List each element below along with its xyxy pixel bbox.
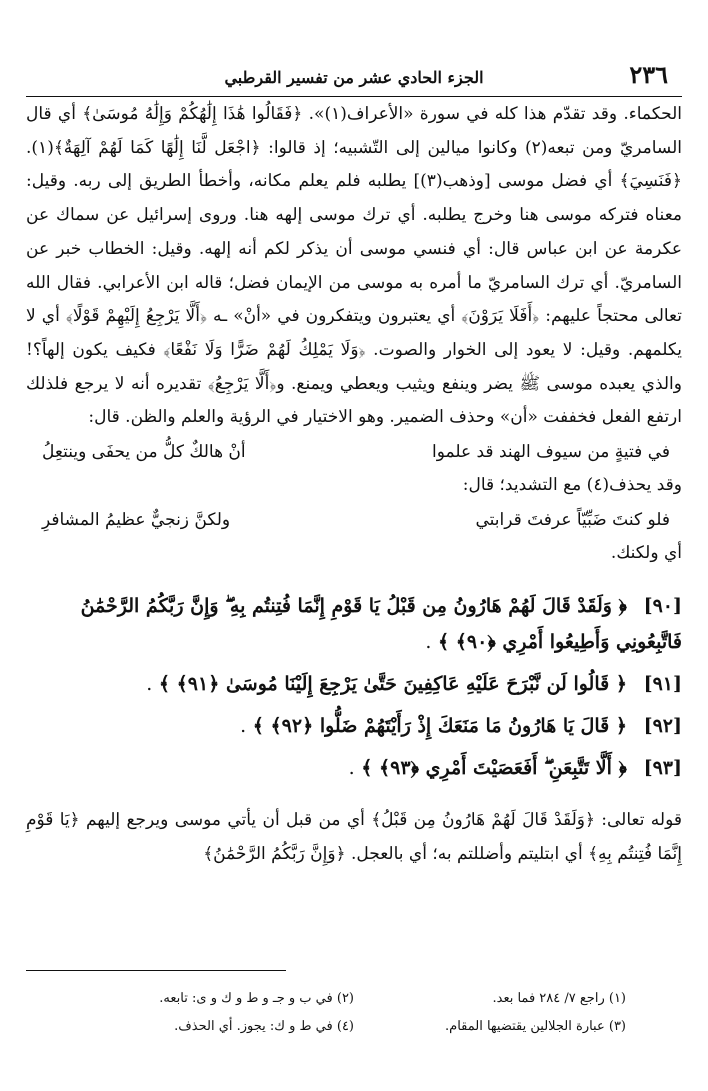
poem-line-2	[26, 503, 682, 537]
verse-text: ﴿ أَلَّا تَتَّبِعَنِ ۖ أَفَعَصَيْتَ أَمْرِي ﴿٩٣﴾ ﴾	[361, 757, 627, 780]
header-rule	[26, 96, 682, 97]
footnote-row	[26, 984, 682, 1012]
commentary-paragraph-3: أي ولكنك.	[610, 542, 682, 563]
verse-number: [٩٢]	[643, 715, 682, 738]
verse-92	[26, 708, 682, 744]
verse-90	[26, 588, 682, 660]
page-number: ٢٣٦	[629, 60, 668, 89]
poem-1-second-hemistich: أنْ هالكٌ كلُّ من يحفَى وينتعِلُ	[42, 442, 246, 463]
verse-93	[26, 750, 682, 786]
verse-number: [٩٠]	[643, 595, 682, 618]
verse-text: ﴿ وَلَقَدْ قَالَ لَهُمْ هَارُونُ مِن قَبْلُ يَا قَوْمِ إِنَّمَا فُتِنتُم بِهِ ۖ وَإِنَّ رَبَّكُمُ الرَّحْمَٰنُ فَاتَّبِعُونِي وَأَطِيعُوا أَمْرِي ﴿٩٠﴾ ﴾	[80, 595, 682, 654]
verse-number: [٩١]	[643, 673, 682, 696]
commentary-paragraph-4: قوله تعالى: ﴿وَلَقَدْ قَالَ لَهُمْ هَارُونُ مِن قَبْلُ﴾ أي من قبل أن يأتي موسى ويرجع إليهم ﴿يَا قَوْمِ إِنَّمَا فُتِنتُم بِهِ﴾ أي ابتليتم وأضللتم به؛ أي بالعجل. ﴿وَإِنَّ رَبَّكُمُ الرَّحْمَٰنُ﴾	[26, 810, 682, 865]
poem-2-second-hemistich: ولكنَّ زنجيٌّ عظيمُ المشافرِ	[42, 509, 231, 530]
poem-line-1	[26, 435, 682, 469]
verse-text: ﴿ قَالَ يَا هَارُونُ مَا مَنَعَكَ إِذْ رَأَيْتَهُمْ ضَلُّوا ﴿٩٢﴾ ﴾	[252, 715, 627, 738]
verse-number: [٩٣]	[643, 757, 682, 780]
footnote-row	[26, 1012, 682, 1040]
verse-end: .	[240, 715, 247, 738]
page-body	[26, 98, 682, 872]
verse-text: ﴿ قَالُوا لَن نَّبْرَحَ عَلَيْهِ عَاكِفِينَ حَتَّىٰ يَرْجِعَ إِلَيْنَا مُوسَىٰ ﴿٩١﴾ ﴾	[158, 673, 627, 696]
verse-end: .	[425, 631, 432, 654]
verse-end: .	[348, 757, 355, 780]
running-title: الجزء الحادي عشر من تفسير القرطبي	[224, 68, 484, 87]
poem-2-first-hemistich: فلو كنتَ ضَبِّيّاً عرفتَ قرابتي	[475, 509, 670, 530]
footnote-4: (٤) في ط و ك: يجوز. أي الحذف.	[174, 1018, 354, 1034]
footnote-rule	[26, 970, 286, 971]
verse-end: .	[146, 673, 153, 696]
verse-91	[26, 666, 682, 702]
footnote-1: (١) راجع ٧/ ٢٨٤ فما بعد.	[492, 990, 626, 1006]
footnote-2: (٢) في ب و جـ و ط و ك و ى: تابعه.	[159, 990, 354, 1006]
commentary-paragraph-1: الحكماء. وقد تقدّم هذا كله في سورة «الأعراف(١)». ﴿فَقَالُوا هَٰذَا إِلَٰهُكُمْ وَإِلَٰهُ مُوسَىٰ﴾ أي قال السامريّ ومن تبعه(٢) وكانوا ميالين إلى التّشبيه؛ إذ قالوا: ﴿اجْعَل لَّنَا إِلَٰهًا كَمَا لَهُمْ آلِهَةٌ﴾(١). ﴿فَنَسِيَ﴾ أي فضل موسى [وذهب(٣)] يطلبه فلم يعلم مكانه، وأخطأ الطريق إلى ربه. وقيل: معناه فتركه موسى هنا وخرج يطلبه. أي ترك موسى إلهه هنا. وروى إسرائيل عن سماك عن عكرمة عن ابن عباس قال: أي فنسي موسى أن يذكر لكم أنه إلهه. وقيل: الخطاب خبر عن السامريّ. أي ترك السامريّ ما أمره به موسى من الإيمان فضل؛ قاله ابن الأعرابي. فقال الله تعالى محتجاً عليهم: ﴿أَفَلَا يَرَوْنَ﴾ أي يعتبرون ويتفكرون في «أنْ» ـه ﴿أَلَّا يَرْجِعُ إِلَيْهِمْ قَوْلًا﴾ أي لا يكلمهم. وقيل: لا يعود إلى الخوار والصوت. ﴿وَلَا يَمْلِكُ لَهُمْ ضَرًّا وَلَا نَفْعًا﴾ فكيف يكون إلهاً؟! والذي يعبده موسى ﷺ يضر وينفع ويثيب ويعطي ويمنع. و﴿أَلَّا يَرْجِعُ﴾ تقديره أنه لا يرجع فلذلك ارتفع الفعل فخففت «أن» وحذف الضمير. وهو الاختيار في الرؤية والعلم والظن. قال:	[26, 104, 682, 428]
page-header	[26, 60, 682, 94]
footnotes	[26, 984, 682, 1040]
footnote-3: (٣) عبارة الجلالين يقتضيها المقام.	[445, 1018, 626, 1034]
commentary-paragraph-2: وقد يحذف(٤) مع التشديد؛ قال:	[462, 475, 682, 496]
poem-1-first-hemistich: في فتيةٍ من سيوف الهند قد علموا	[432, 442, 670, 463]
